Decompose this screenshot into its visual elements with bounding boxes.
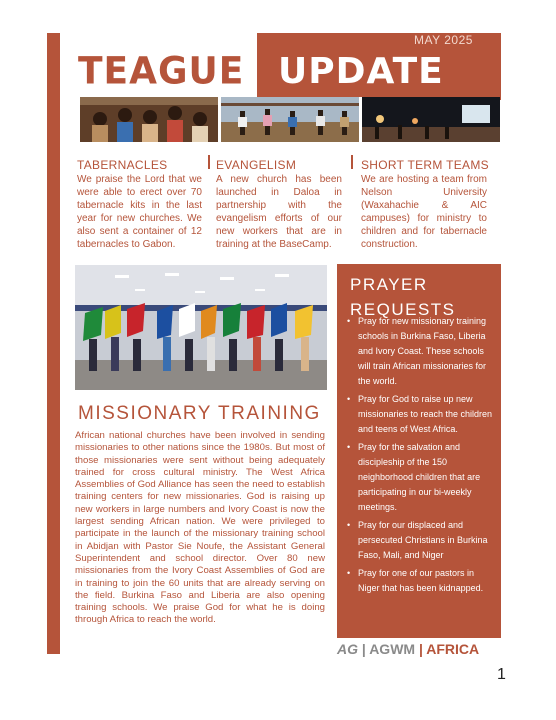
heading-tabernacles: TABERNACLES: [77, 158, 168, 172]
text-short-term-teams: We are hosting a team from Nelson University (Waxahachie & AIC campuses) for ministry to children and for tabernacle construction.: [361, 174, 487, 250]
column-divider: [208, 155, 210, 169]
column-divider: [351, 155, 353, 169]
heading-short-term-teams: SHORT TERM TEAMS: [361, 158, 489, 172]
africa-map-icon: |: [418, 641, 423, 657]
text-evangelism: A new church has been launched in Daloa in partnership with the evangelism efforts of our new workers that are in training at the BaseCamp.: [216, 174, 342, 250]
prayer-title-line1: PRAYER: [350, 275, 428, 294]
title-update: UPDATE: [278, 51, 444, 92]
prayer-item: • Pray for one of our pastors in Niger that has been kidnapped.: [345, 566, 497, 596]
agwm-logo: AGWM: [369, 641, 416, 657]
footer-logos: [337, 641, 501, 659]
left-accent-bar: [47, 33, 60, 654]
photo-children: [80, 97, 218, 142]
page-number: 1: [497, 666, 506, 683]
prayer-item: • Pray for new missionary training schools in Burkina Faso, Liberia and Ivory Coast. These schools will train African missionaries for the world.: [345, 314, 497, 389]
missionary-training-photo: [75, 265, 327, 390]
photo-evening-meeting: [362, 97, 500, 142]
prayer-item: • Pray for the salvation and discipleship of the 150 neighborhood children that are participating in our bi-weekly meetings.: [345, 440, 497, 515]
missionary-training-title: MISSIONARY TRAINING: [78, 403, 321, 424]
logo-divider: |: [361, 641, 366, 657]
ag-logo: AG: [337, 641, 358, 657]
photo-construction: [221, 97, 359, 142]
africa-logo: AFRICA: [426, 641, 480, 657]
title-teague: TEAGUE: [78, 49, 245, 93]
issue-date: MAY 2025: [414, 33, 473, 47]
heading-evangelism: EVANGELISM: [216, 158, 297, 172]
header-photo-band: [80, 97, 500, 142]
text-tabernacles: We praise the Lord that we were able to erect over 70 tabernacle kits in the last year for new churches. We also sent a container of 12 tabernacles to Gabon.: [77, 174, 202, 250]
missionary-training-body: African national churches have been involved in sending missionaries to other nations since the 1980s. But most of those missionaries were sent without being adequately trained for cross cultural ministry. The West Africa Assemblies of God Alliance has seen the need to establish training centers for new missionaries. God is raising up new workers in large numbers and Ivory Coast is now the largest sending African nation. We were privileged to participate in the launch of the missionary training school in Abidjan with Pastor Sie Noufe, the Assistant General Superintendent and school director. Over 80 new missionaries from the Ivory Coast Assemblies of God are in training to join the 60 units that are already serving on the field. Burkina Faso and Liberia are also opening training schools. We praise God for what he is doing through Africa to reach the world.: [75, 430, 325, 626]
prayer-item: • Pray for our displaced and persecuted Christians in Burkina Faso, Mali, and Niger: [345, 518, 497, 563]
prayer-item: • Pray for God to raise up new missionaries to reach the children and teens of West Africa.: [345, 392, 497, 437]
prayer-title-line2: REQUESTS: [350, 300, 456, 319]
prayer-list: [345, 314, 497, 599]
prayer-requests-box: [337, 264, 501, 638]
